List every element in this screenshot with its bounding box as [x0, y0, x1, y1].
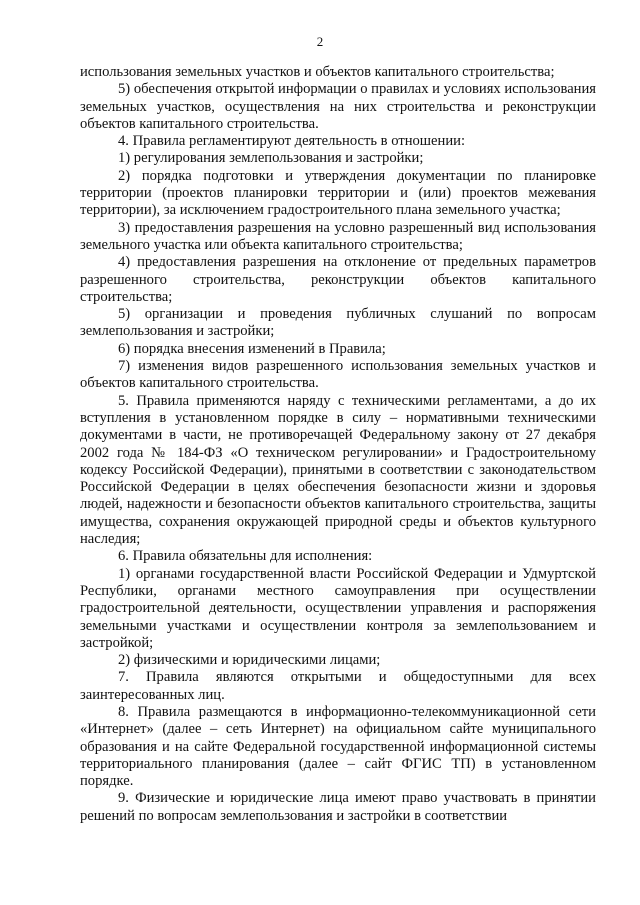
paragraph-continuation: использования земельных участков и объектов капитального строительства; [80, 64, 555, 80]
paragraph: 1) регулирования землепользования и застройки; [118, 150, 424, 167]
paragraph: 5) обеспечения открытой информации о правилах и условиях использования земельных участков, осуществления на них строительства и реконструкции объектов капитального строительства. [80, 81, 596, 132]
paragraph: 2) физическими и юридическими лицами; [118, 652, 381, 669]
page-number: 2 [316, 34, 324, 49]
paragraph: 6) порядка внесения изменений в Правила; [118, 340, 386, 357]
paragraph: 5. Правила применяются наряду с техническими регламентами, а до их вступления в установленном порядке в силу – нормативными техническими документами в части, не противоречащей Федеральному закону от 27 декабря 2002 года № 184-ФЗ «О техническом регулировании» и Градостроительному кодексу Российской Федерации), принятыми в соответствии с законодательством Российской Федерации в целях обеспечения безопасности жизни и здоровья людей, надежности и безопасности объектов капитального строительства, защиты имущества, сохранения окружающей природной среды и объектов культурного наследия; [80, 392, 596, 548]
paragraph: 1) органами государственной власти Российской Федерации и Удмуртской Республики, органами местного самоуправления при осуществлении градостроительной деятельности, осуществлении управления и распоряжения земельными участками и осуществлении контроля за землепользованием и застройкой; [80, 565, 596, 651]
paragraph: 9. Физические и юридические лица имеют право участвовать в принятии решений по вопросам землепользования и застройки в соответствии [80, 790, 596, 824]
document-body [80, 64, 596, 825]
paragraph: 7) изменения видов разрешенного использования земельных участков и объектов капитального строительства. [80, 358, 596, 392]
paragraph: 5) организации и проведения публичных слушаний по вопросам землепользования и застройки; [80, 306, 596, 340]
paragraph: 4) предоставления разрешения на отклонение от предельных параметров разрешенного строительства, реконструкции объектов капитального строительства; [80, 254, 596, 305]
paragraph: 7. Правила являются открытыми и общедоступными для всех заинтересованных лиц. [80, 669, 596, 703]
paragraph: 3) предоставления разрешения на условно разрешенный вид использования земельного участка или объекта капитального строительства; [80, 219, 596, 253]
paragraph: 8. Правила размещаются в информационно-телекоммуникационной сети «Интернет» (далее – сеть Интернет) на официальном сайте муниципального образования и на сайте Федеральной государственной информационной системы территориального планирования (далее – сайт ФГИС ТП) в установленном порядке. [80, 703, 596, 790]
paragraph: 4. Правила регламентируют деятельность в отношении: [118, 133, 466, 150]
paragraph: 2) порядка подготовки и утверждения документации по планировке территории (проектов планировки территории и (или) проектов межевания территории), за исключением градостроительного плана земельного участка; [80, 167, 596, 219]
paragraph: 6. Правила обязательны для исполнения: [118, 548, 373, 565]
